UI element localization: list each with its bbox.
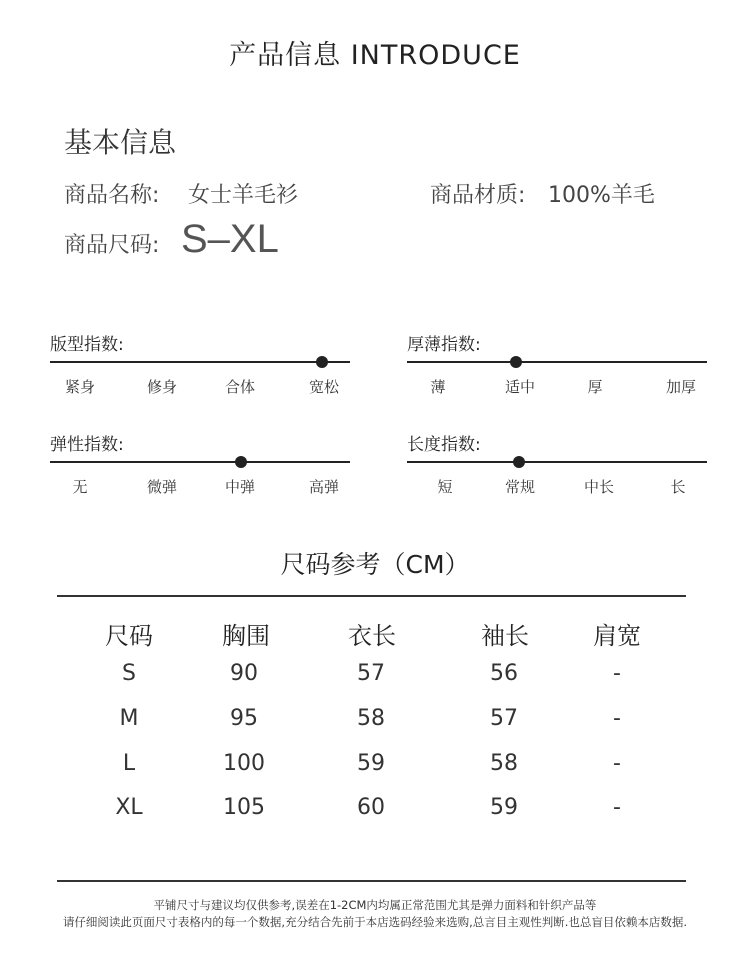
thickness-tick-2: 适中: [504, 378, 535, 396]
elasticity-index-marker: [235, 456, 247, 468]
fit-index: [50, 330, 350, 400]
fit-index-track: [50, 361, 350, 363]
elasticity-tick-3: 中弹: [224, 478, 255, 496]
fit-index-marker: [316, 356, 328, 368]
table-cell: 90: [230, 661, 258, 686]
table-cell: 100: [223, 751, 265, 776]
thickness-index-marker: [510, 356, 522, 368]
basic-info-heading: 基本信息: [64, 126, 177, 159]
table-cell: 59: [490, 795, 518, 820]
col-header-shoulder: 肩宽: [593, 622, 641, 650]
size-chart-top-rule: [57, 595, 686, 597]
col-header-size: 尺码: [105, 622, 153, 650]
footer-note-line-1: 平铺尺寸与建议均仅供参考,误差在1-2CM内均属正常范围尤其是弹力面料和针织产品等: [153, 898, 597, 912]
fit-index-label: 版型指数:: [50, 335, 124, 355]
table-cell: 60: [357, 795, 385, 820]
table-cell: S: [122, 661, 136, 686]
thickness-tick-3: 厚: [587, 378, 603, 396]
length-index-track: [407, 461, 707, 463]
length-tick-1: 短: [437, 478, 453, 496]
col-header-chest: 胸围: [222, 622, 270, 650]
table-cell: 58: [357, 706, 385, 731]
table-cell: 57: [357, 661, 385, 686]
elasticity-tick-1: 无: [72, 478, 88, 496]
size-chart-title: 尺码参考（CM）: [280, 550, 470, 579]
table-cell: 95: [230, 706, 258, 731]
length-tick-2: 常规: [504, 478, 535, 496]
product-name-value: 女士羊毛衫: [188, 183, 299, 208]
table-cell: L: [122, 751, 136, 776]
length-index-label: 长度指数:: [407, 435, 481, 455]
elasticity-index-label: 弹性指数:: [50, 435, 124, 455]
length-index-marker: [513, 456, 525, 468]
table-cell: -: [613, 795, 621, 820]
table-cell: -: [613, 661, 621, 686]
thickness-tick-4: 加厚: [665, 378, 696, 396]
col-header-sleeve: 袖长: [481, 622, 529, 650]
material-label: 商品材质:: [430, 183, 526, 208]
thickness-index-label: 厚薄指数:: [407, 335, 481, 355]
table-cell: M: [119, 706, 139, 731]
table-cell: 58: [490, 751, 518, 776]
fit-tick-2: 修身: [146, 378, 177, 396]
elasticity-tick-2: 微弹: [146, 478, 177, 496]
table-cell: XL: [115, 795, 143, 820]
product-name-label: 商品名称:: [64, 183, 160, 208]
size-chart-bottom-rule: [57, 880, 686, 882]
fit-tick-4: 宽松: [308, 378, 339, 396]
elasticity-tick-4: 高弹: [308, 478, 339, 496]
fit-tick-1: 紧身: [64, 378, 95, 396]
col-header-length: 衣长: [348, 622, 396, 650]
table-cell: 59: [357, 751, 385, 776]
size-range-label: 商品尺码:: [64, 233, 160, 258]
size-range-value: S–XL: [181, 217, 279, 261]
table-cell: 57: [490, 706, 518, 731]
elasticity-index: [50, 430, 350, 500]
thickness-index-track: [407, 361, 707, 363]
fit-tick-3: 合体: [224, 378, 255, 396]
length-index: [407, 430, 707, 500]
elasticity-index-track: [50, 461, 350, 463]
material-value: 100%羊毛: [548, 183, 655, 208]
footer-note-line-2: 请仔细阅读此页面尺寸表格内的每一个数据,充分结合先前于本店选码经验来选购,总言目主观性判断.也总盲目依赖本店数据.: [62, 915, 688, 929]
table-cell: 105: [223, 795, 265, 820]
thickness-index: [407, 330, 707, 400]
thickness-tick-1: 薄: [430, 378, 446, 396]
length-tick-4: 长: [670, 478, 686, 496]
table-cell: -: [613, 706, 621, 731]
table-cell: 56: [490, 661, 518, 686]
length-tick-3: 中长: [583, 478, 614, 496]
page-title: 产品信息 INTRODUCE: [229, 40, 521, 71]
table-cell: -: [613, 751, 621, 776]
